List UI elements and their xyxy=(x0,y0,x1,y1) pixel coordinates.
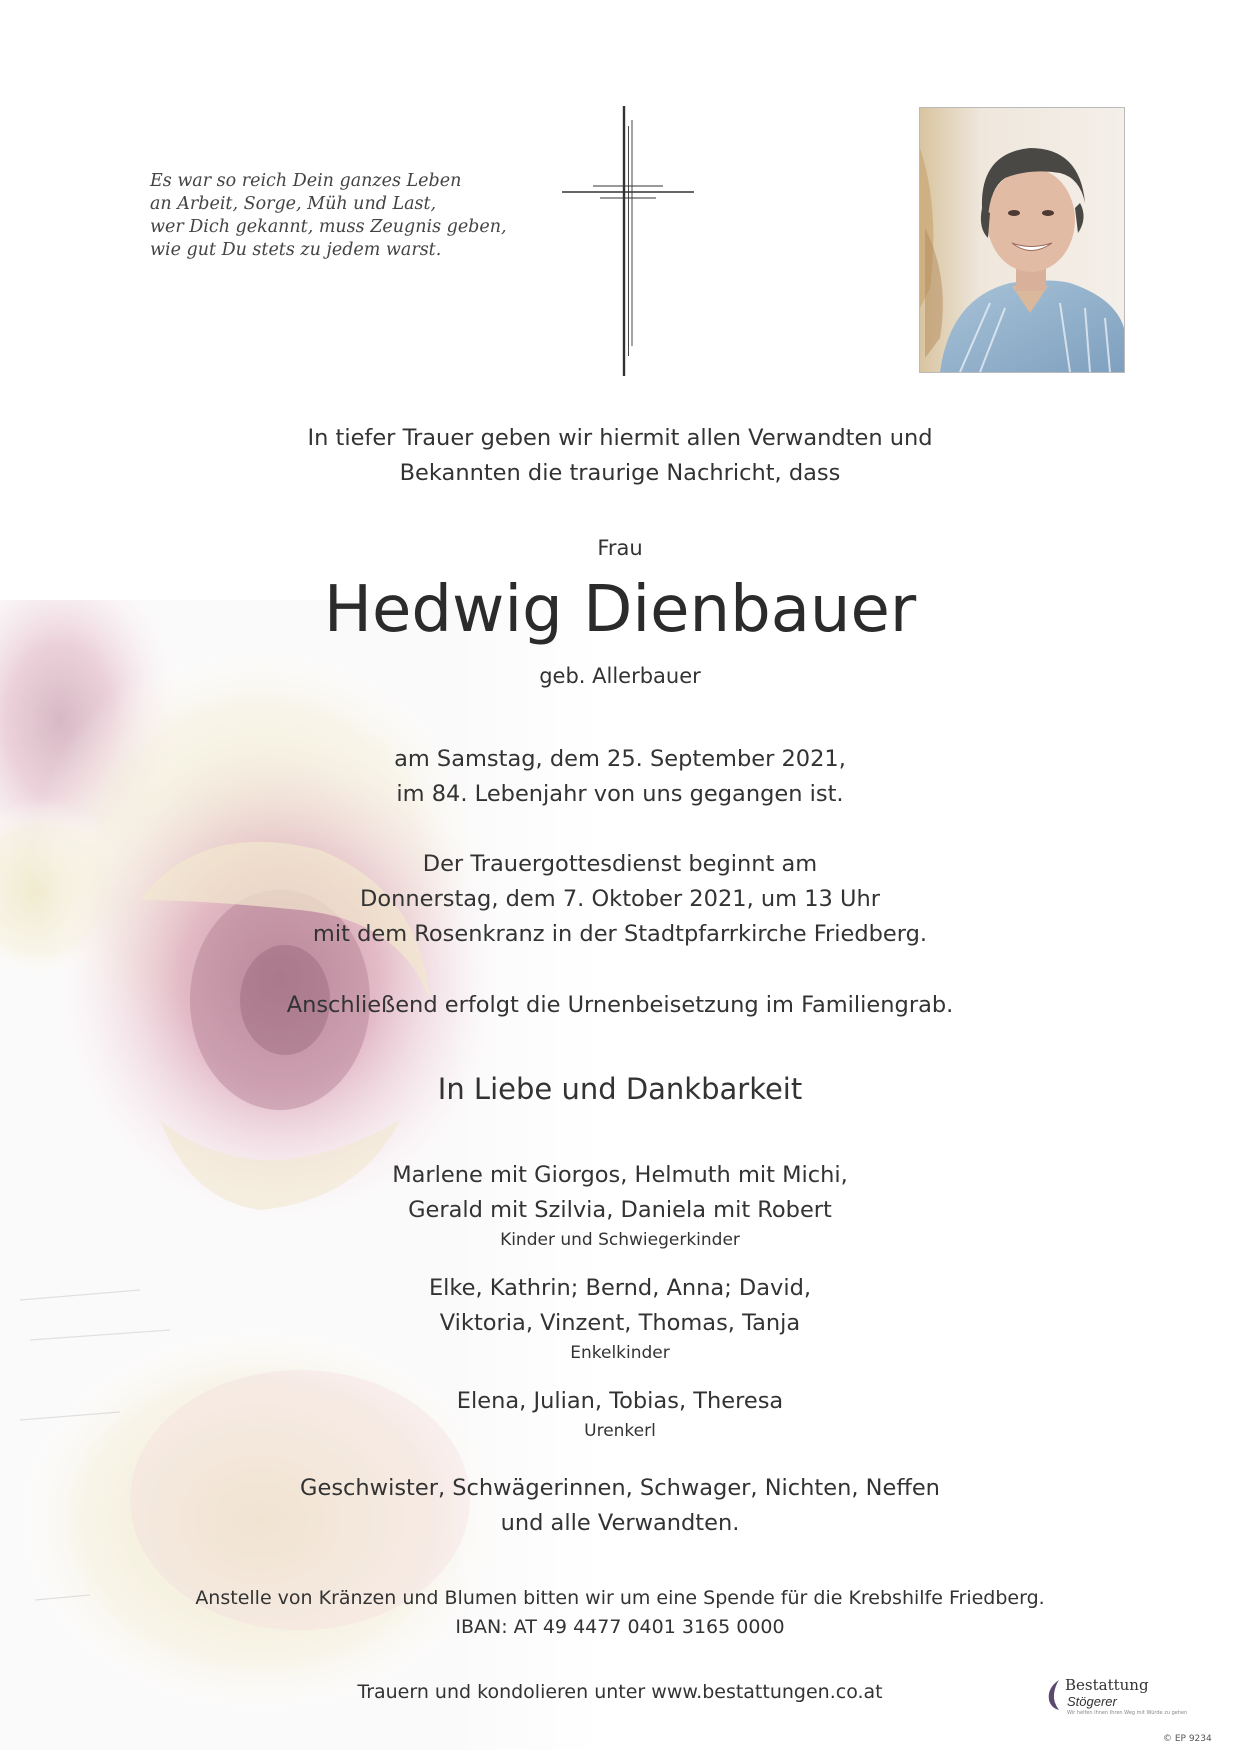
intro-line: Bekannten die traurige Nachricht, dass xyxy=(399,460,841,486)
logo-line1: Bestattung xyxy=(1065,1676,1149,1694)
mourner-line: und alle Verwandten. xyxy=(500,1510,740,1536)
memorial-poem xyxy=(150,170,530,262)
leaf-icon xyxy=(1045,1678,1061,1712)
mourner-line: Elke, Kathrin; Bernd, Anna; David, xyxy=(428,1275,812,1301)
mourner-line: Geschwister, Schwägerinnen, Schwager, Nichten, Neffen xyxy=(300,1475,940,1501)
logo-tagline: Wir helfen Ihnen Ihren Weg mit Würde zu gehen xyxy=(1067,1710,1188,1716)
burial-info: Anschließend erfolgt die Urnenbeisetzung im Familiengrab. xyxy=(286,992,954,1018)
poem-line: an Arbeit, Sorge, Müh und Last, xyxy=(150,194,437,214)
service-line: mit dem Rosenkranz in der Stadtpfarrkirche Friedberg. xyxy=(312,921,928,947)
mourners-children xyxy=(150,1158,1090,1228)
mourner-line: Marlene mit Giorgos, Helmuth mit Michi, xyxy=(392,1162,848,1188)
poem-line: wer Dich gekannt, muss Zeugnis geben, xyxy=(150,217,507,237)
death-line: im 84. Lebenjahr von uns gegangen ist. xyxy=(396,781,844,807)
portrait-photo xyxy=(919,107,1125,373)
announcement-intro xyxy=(150,421,1090,491)
mourner-line: Elena, Julian, Tobias, Theresa xyxy=(456,1388,784,1414)
intro-line: In tiefer Trauer geben wir hiermit allen Verwandten und xyxy=(307,425,933,451)
funeral-home-logo xyxy=(1045,1676,1188,1716)
document-code: © EP 9234 xyxy=(1163,1734,1212,1744)
portrait-image xyxy=(920,108,1124,372)
mourners-great-grandchildren xyxy=(150,1384,1090,1419)
closing-heading: In Liebe und Dankbarkeit xyxy=(437,1072,803,1106)
donation-request xyxy=(150,1584,1090,1642)
mourner-line: Gerald mit Szilvia, Daniela mit Robert xyxy=(408,1197,832,1223)
service-line: Donnerstag, dem 7. Oktober 2021, um 13 Uhr xyxy=(360,886,880,912)
poem-line: Es war so reich Dein ganzes Leben xyxy=(150,171,462,191)
birth-name: geb. Allerbauer xyxy=(539,664,701,688)
deceased-name: Hedwig Dienbauer xyxy=(323,573,917,647)
service-info xyxy=(150,847,1090,952)
logo-line2: Stögerer xyxy=(1067,1694,1117,1709)
mourner-role: Urenkerl xyxy=(584,1421,656,1441)
mourner-line: Viktoria, Vinzent, Thomas, Tanja xyxy=(439,1310,801,1336)
condolence-link[interactable]: Trauern und kondolieren unter www.bestattungen.co.at xyxy=(357,1681,883,1703)
salutation: Frau xyxy=(597,536,643,560)
death-notice xyxy=(150,742,1090,812)
cross-icon xyxy=(558,106,698,376)
death-line: am Samstag, dem 25. September 2021, xyxy=(394,746,846,772)
iban: IBAN: AT 49 4477 0401 3165 0000 xyxy=(455,1616,785,1638)
mourner-role: Kinder und Schwiegerkinder xyxy=(500,1230,740,1250)
service-line: Der Trauergottesdienst beginnt am xyxy=(422,851,818,877)
donation-line: Anstelle von Kränzen und Blumen bitten wir um eine Spende für die Krebshilfe Friedberg. xyxy=(195,1587,1045,1609)
poem-line: wie gut Du stets zu jedem warst. xyxy=(150,240,442,260)
mourners-relatives xyxy=(150,1471,1090,1541)
mourners-grandchildren xyxy=(150,1271,1090,1341)
mourner-role: Enkelkinder xyxy=(570,1343,670,1363)
